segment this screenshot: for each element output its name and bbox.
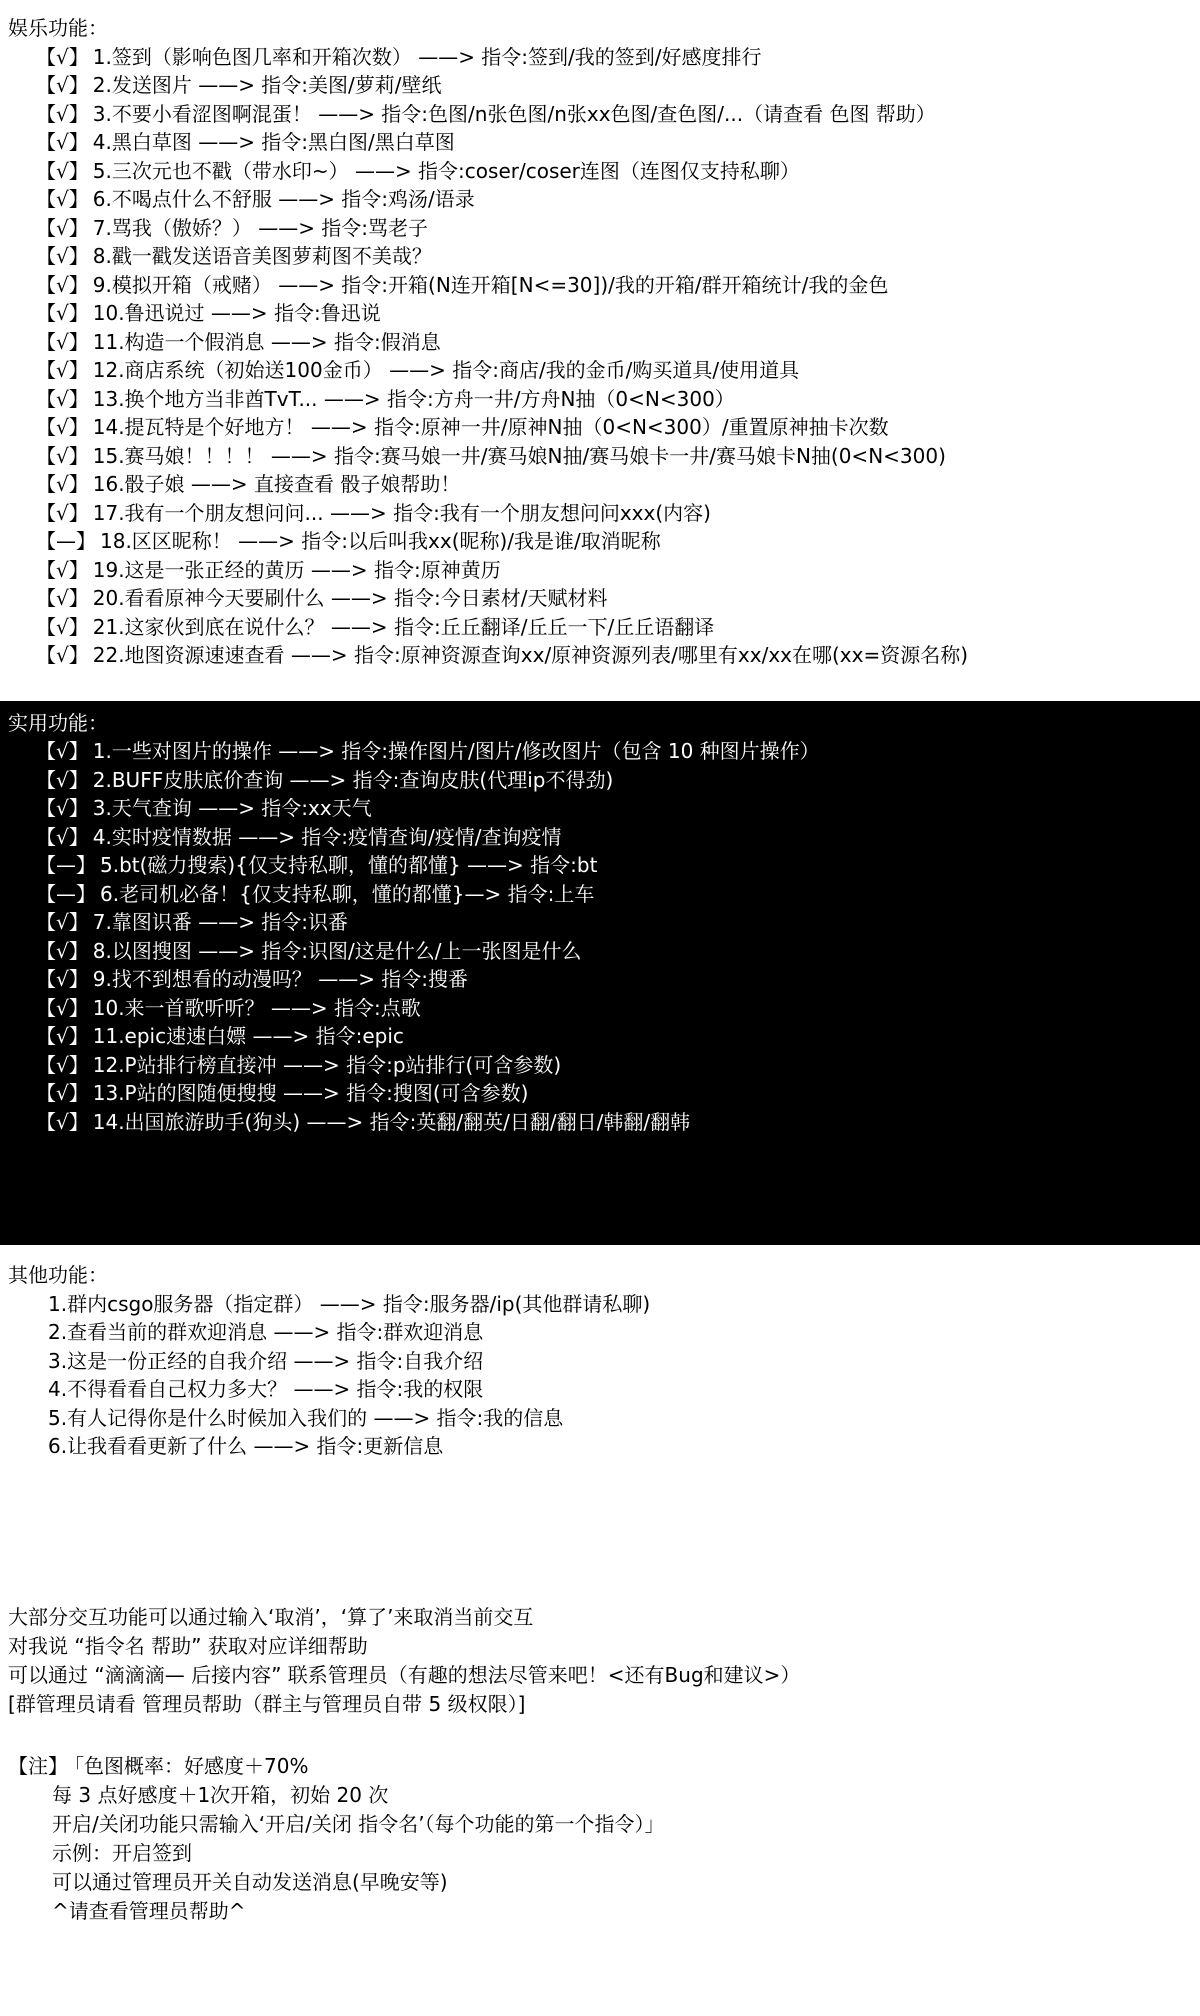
feature-item	[8, 908, 1200, 937]
enabled-mark: 【—】	[36, 853, 96, 877]
section-title-other: 其他功能：	[8, 1263, 108, 1287]
enabled-mark: 【√】	[36, 272, 89, 297]
enabled-mark: 【√】	[36, 643, 89, 667]
entertainment-feature-list	[8, 43, 1200, 670]
enabled-mark: 【√】	[36, 767, 89, 792]
enabled-mark: 【√】	[36, 358, 89, 382]
feature-text: 11.epic速速白嫖 ——> 指令:epic	[92, 1024, 404, 1048]
feature-text: 13.换个地方当非酋TvT... ——> 指令:方舟一井/方舟N抽（0<N<300）	[92, 386, 735, 411]
feature-item	[8, 766, 1200, 795]
enabled-mark: 【√】	[36, 101, 89, 126]
feature-item	[8, 641, 1200, 670]
feature-item	[8, 242, 1200, 271]
feature-text: 4.不得看看自己权力多大？ ——> 指令:我的权限	[48, 1377, 484, 1401]
feature-item	[8, 385, 1200, 414]
feature-text: 11.构造一个假消息 ——> 指令:假消息	[92, 329, 441, 354]
feature-item	[8, 937, 1200, 966]
note-line: ^请查看管理员帮助^	[52, 1898, 246, 1923]
feature-text: 2.查看当前的群欢迎消息 ——> 指令:群欢迎消息	[48, 1320, 484, 1344]
note-lines	[8, 1781, 1200, 1926]
feature-text: 6.不喝点什么不舒服 ——> 指令:鸡汤/语录	[92, 187, 475, 211]
enabled-mark: 【√】	[36, 614, 89, 639]
feature-text: 15.赛马娘！！！！ ——> 指令:赛马娘一井/赛马娘N抽/赛马娘卡一井/赛马娘卡N抽(0<N<300)	[92, 443, 946, 468]
feature-text: 5.三次元也不戳（带水印~） ——> 指令:coser/coser连图（连图仅支持私聊）	[92, 158, 800, 183]
footer-paragraphs	[0, 1603, 1200, 1719]
feature-item	[8, 584, 1200, 613]
feature-item	[8, 1022, 1200, 1051]
feature-item	[8, 43, 1200, 72]
feature-item	[8, 556, 1200, 585]
note-label: 【注】	[8, 1753, 68, 1778]
feature-item	[8, 965, 1200, 994]
feature-text: 5.bt(磁力搜索){仅支持私聊，懂的都懂} ——> 指令:bt	[100, 853, 598, 877]
footer-line: 可以通过 “滴滴滴— 后接内容” 联系管理员（有趣的想法尽管来吧！<还有Bug和建议>）	[8, 1662, 801, 1687]
utility-feature-list	[8, 737, 1200, 1136]
feature-text: 6.让我看看更新了什么 ——> 指令:更新信息	[48, 1434, 444, 1458]
enabled-mark: 【√】	[36, 73, 89, 97]
feature-item	[8, 214, 1200, 243]
note-block	[0, 1752, 1200, 1926]
feature-item	[8, 1079, 1200, 1108]
feature-item	[8, 157, 1200, 186]
feature-item	[8, 1432, 1200, 1461]
feature-item	[8, 1404, 1200, 1433]
feature-text: 12.商店系统（初始送100金币） ——> 指令:商店/我的金币/购买道具/使用道具	[92, 358, 800, 382]
enabled-mark: 【√】	[36, 130, 89, 154]
feature-item	[8, 71, 1200, 100]
enabled-mark: 【√】	[36, 1052, 89, 1077]
enabled-mark: 【√】	[36, 158, 89, 183]
note-line: 示例：开启签到	[52, 1840, 192, 1865]
enabled-mark: 【√】	[36, 187, 89, 211]
section-title-utility: 实用功能：	[8, 710, 108, 735]
feature-item	[8, 737, 1200, 766]
enabled-mark: 【√】	[36, 967, 89, 991]
enabled-mark: 【√】	[36, 244, 89, 268]
feature-text: 2.BUFF皮肤底价查询 ——> 指令:查询皮肤(代理ip不得劲)	[92, 767, 614, 792]
enabled-mark: 【—】	[36, 529, 96, 553]
feature-text: 6.老司机必备！{仅支持私聊，懂的都懂}—> 指令:上车	[100, 881, 595, 906]
section-title-entertainment: 娱乐功能：	[8, 16, 108, 40]
enabled-mark: 【√】	[36, 995, 89, 1020]
feature-text: 10.来一首歌听听？ ——> 指令:点歌	[92, 995, 421, 1020]
feature-item	[8, 499, 1200, 528]
footer-line: 对我说 “指令名 帮助” 获取对应详细帮助	[8, 1633, 368, 1658]
feature-item	[8, 100, 1200, 129]
feature-item	[8, 299, 1200, 328]
feature-item	[8, 851, 1200, 880]
enabled-mark: 【√】	[36, 329, 89, 354]
feature-text: 16.骰子娘 ——> 直接查看 骰子娘帮助！	[92, 472, 461, 496]
feature-text: 2.发送图片 ——> 指令:美图/萝莉/壁纸	[92, 73, 442, 97]
enabled-mark: 【√】	[36, 739, 89, 763]
feature-text: 8.戳一戳发送语音美图萝莉图不美哉？	[92, 244, 432, 268]
feature-text: 14.出国旅游助手(狗头) ——> 指令:英翻/翻英/日翻/翻日/韩翻/翻韩	[92, 1109, 691, 1134]
feature-text: 3.天气查询 ——> 指令:xx天气	[92, 796, 372, 820]
feature-item	[8, 1290, 1200, 1319]
feature-text: 7.靠图识番 ——> 指令:识番	[92, 910, 349, 934]
enabled-mark: 【√】	[36, 44, 89, 69]
feature-item	[8, 328, 1200, 357]
enabled-mark: 【√】	[36, 415, 89, 439]
feature-text: 9.找不到想看的动漫吗？ ——> 指令:搜番	[92, 967, 469, 991]
feature-item	[8, 128, 1200, 157]
feature-text: 19.这是一张正经的黄历 ——> 指令:原神黄历	[92, 557, 501, 582]
feature-text: 12.P站排行榜直接冲 ——> 指令:p站排行(可含参数)	[92, 1052, 562, 1077]
feature-item	[8, 1347, 1200, 1376]
footer-line: 大部分交互功能可以通过输入‘取消’，‘算了’来取消当前交互	[8, 1604, 534, 1629]
feature-item	[8, 527, 1200, 556]
note-line: 每 3 点好感度＋1次开箱，初始 20 次	[52, 1782, 389, 1807]
feature-text: 7.骂我（傲娇？） ——> 指令:骂老子	[92, 215, 429, 240]
enabled-mark: 【√】	[36, 1024, 89, 1048]
note-line: 可以通过管理员开关自动发送消息(早晚安等)	[52, 1869, 448, 1894]
feature-text: 8.以图搜图 ——> 指令:识图/这是什么/上一张图是什么	[92, 938, 582, 963]
feature-text: 14.提瓦特是个好地方！ ——> 指令:原神一井/原神N抽（0<N<300）/重置原神抽卡次数	[92, 415, 889, 439]
section-entertainment	[0, 0, 1200, 670]
feature-item	[8, 1051, 1200, 1080]
feature-item	[8, 613, 1200, 642]
feature-text: 4.实时疫情数据 ——> 指令:疫情查询/疫情/查询疫情	[92, 824, 562, 849]
enabled-mark: 【√】	[36, 1109, 89, 1134]
feature-text: 20.看看原神今天要刷什么 ——> 指令:今日素材/天赋材料	[92, 586, 608, 610]
enabled-mark: 【√】	[36, 824, 89, 849]
feature-text: 13.P站的图随便搜搜 ——> 指令:搜图(可含参数)	[92, 1081, 529, 1105]
feature-text: 1.群内csgo服务器（指定群） ——> 指令:服务器/ip(其他群请私聊)	[48, 1291, 651, 1316]
section-utility	[0, 701, 1200, 1246]
enabled-mark: 【√】	[36, 500, 89, 525]
enabled-mark: 【√】	[36, 215, 89, 240]
feature-item	[8, 823, 1200, 852]
feature-text: 9.模拟开箱（戒赌） ——> 指令:开箱(N连开箱[N<=30])/我的开箱/群开箱统计/我的金色	[92, 272, 889, 297]
feature-item	[8, 413, 1200, 442]
feature-item	[8, 185, 1200, 214]
enabled-mark: 【√】	[36, 796, 89, 820]
other-feature-list	[8, 1290, 1200, 1461]
enabled-mark: 【√】	[36, 472, 89, 496]
feature-text: 22.地图资源速速查看 ——> 指令:原神资源查询xx/原神资源列表/哪里有xx/xx在哪(xx=资源名称)	[92, 643, 969, 667]
feature-text: 3.这是一份正经的自我介绍 ——> 指令:自我介绍	[48, 1348, 484, 1373]
feature-text: 1.一些对图片的操作 ——> 指令:操作图片/图片/修改图片（包含 10 种图片操作）	[92, 739, 820, 763]
note-intro-text: 「色图概率：好感度＋70%	[74, 1753, 309, 1778]
feature-item	[8, 1318, 1200, 1347]
feature-text: 5.有人记得你是什么时候加入我们的 ——> 指令:我的信息	[48, 1405, 564, 1430]
feature-item	[8, 271, 1200, 300]
enabled-mark: 【√】	[36, 557, 89, 582]
feature-text: 4.黑白草图 ——> 指令:黑白图/黑白草图	[92, 130, 455, 154]
section-other	[0, 1245, 1200, 1461]
enabled-mark: 【√】	[36, 1081, 89, 1105]
feature-text: 21.这家伙到底在说什么？ ——> 指令:丘丘翻译/丘丘一下/丘丘语翻译	[92, 614, 715, 639]
feature-item	[8, 442, 1200, 471]
enabled-mark: 【√】	[36, 938, 89, 963]
note-line: 开启/关闭功能只需输入‘开启/关闭 指令名’（每个功能的第一个指令）」	[52, 1811, 665, 1836]
feature-text: 10.鲁迅说过 ——> 指令:鲁迅说	[92, 301, 381, 325]
enabled-mark: 【√】	[36, 386, 89, 411]
feature-item	[8, 994, 1200, 1023]
feature-item	[8, 880, 1200, 909]
footer-line: [群管理员请看 管理员帮助（群主与管理员自带 5 级权限）]	[8, 1691, 526, 1716]
feature-item	[8, 470, 1200, 499]
enabled-mark: 【√】	[36, 586, 89, 610]
feature-item	[8, 356, 1200, 385]
feature-text: 18.区区昵称！ ——> 指令:以后叫我xx(昵称)/我是谁/取消昵称	[100, 529, 661, 553]
feature-text: 17.我有一个朋友想问问... ——> 指令:我有一个朋友想问问xxx(内容)	[92, 500, 711, 525]
enabled-mark: 【√】	[36, 301, 89, 325]
enabled-mark: 【—】	[36, 881, 96, 906]
enabled-mark: 【√】	[36, 443, 89, 468]
feature-item	[8, 1375, 1200, 1404]
feature-text: 1.签到（影响色图几率和开箱次数） ——> 指令:签到/我的签到/好感度排行	[92, 44, 762, 69]
feature-item	[8, 794, 1200, 823]
note-first-line	[8, 1752, 1200, 1781]
feature-text: 3.不要小看涩图啊混蛋！ ——> 指令:色图/n张色图/n张xx色图/查色图/...（请查看 色图 帮助）	[92, 101, 936, 126]
feature-item	[8, 1108, 1200, 1137]
enabled-mark: 【√】	[36, 910, 89, 934]
